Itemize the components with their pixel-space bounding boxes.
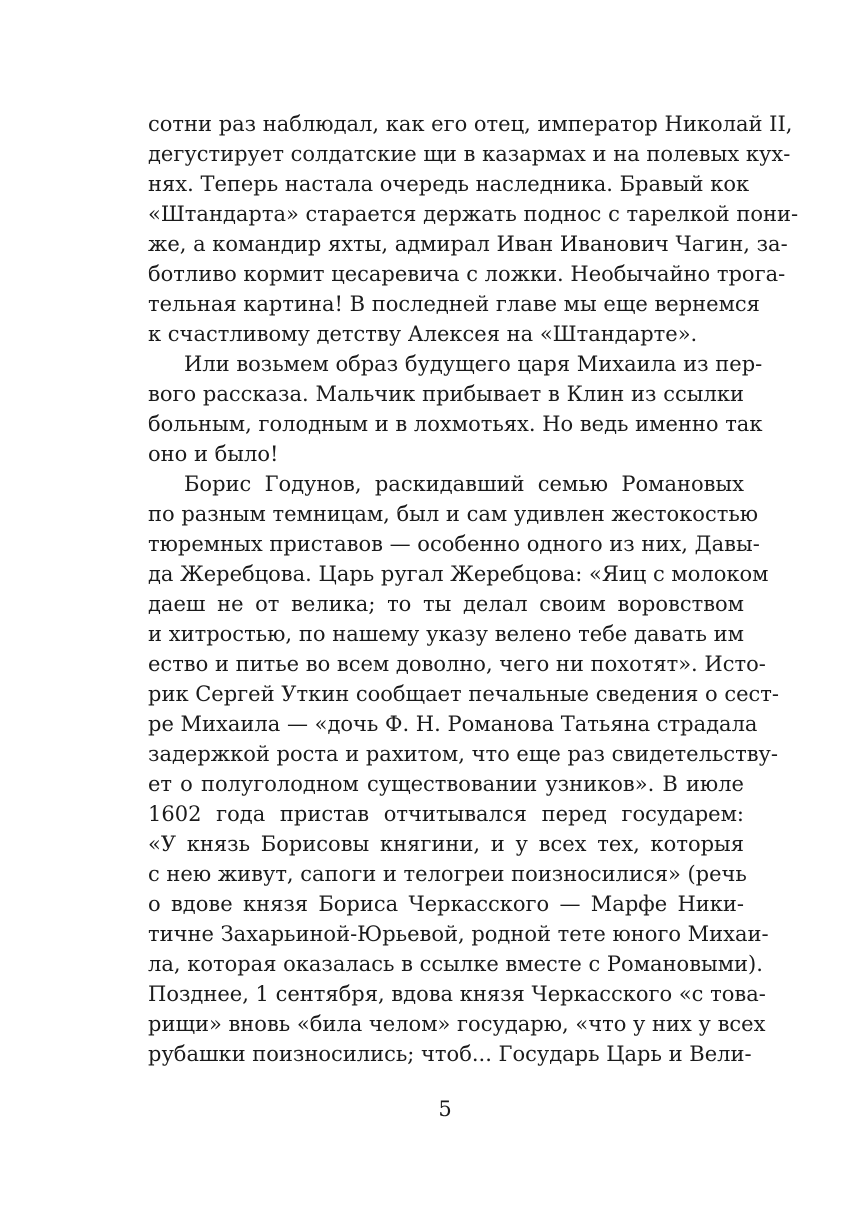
page-number: 5 <box>438 1097 452 1121</box>
text-line: вого рассказа. Мальчик прибывает в Клин из ссылки <box>148 382 744 406</box>
text-line: ла, которая оказалась в ссылке вместе с Романовыми). <box>148 952 763 976</box>
text-line: ботливо кормит цесаревича с ложки. Необычайно трога- <box>148 262 786 286</box>
text-line: «Штандарта» старается держать поднос с тарелкой пони- <box>148 202 799 226</box>
text-line: ество и питье во всем доволно, чего ни похотят». Исто- <box>148 652 766 676</box>
text-line: тюремных приставов — особенно одного из них, Давы- <box>148 532 760 556</box>
text-line: сотни раз наблюдал, как его отец, император Николай II, <box>148 112 793 136</box>
text-line: 1602 года пристав отчитывался перед государем: <box>148 802 744 826</box>
text-line: же, а командир яхты, адмирал Иван Иванович Чагин, за- <box>148 232 788 256</box>
paragraph <box>148 349 763 469</box>
text-line: даеш не от велика; то ты делал своим воровством <box>148 592 744 616</box>
text-line: рубашки поизносились; чтоб... Государь Царь и Вели- <box>148 1042 752 1066</box>
text-line: Борис Годунов, раскидавший семью Романовых <box>184 472 744 496</box>
body-text <box>148 109 799 1069</box>
text-line: к счастливому детству Алексея на «Штандарте». <box>148 322 698 346</box>
paragraph <box>148 469 780 1069</box>
text-line: Или возьмем образ будущего царя Михаила из пер- <box>184 352 763 376</box>
text-line: рищи» вновь «била челом» государю, «что у них у всех <box>148 1012 766 1036</box>
text-line: и хитростью, по нашему указу велено тебе давать им <box>148 622 744 646</box>
text-line: оно и было! <box>148 442 279 466</box>
text-line: ет о полуголодном существовании узников». В июле <box>148 772 744 796</box>
text-line: Позднее, 1 сентября, вдова князя Черкасского «с това- <box>148 982 766 1006</box>
text-line: ре Михаила — «дочь Ф. Н. Романова Татьяна страдала <box>148 712 758 736</box>
text-line: задержкой роста и рахитом, что еще раз свидетельству- <box>148 742 778 766</box>
text-line: рик Сергей Уткин сообщает печальные сведения о сест- <box>148 682 780 706</box>
text-line: «У князь Борисовы княгини, и у всех тех, которыя <box>148 832 744 856</box>
text-line: да Жеребцова. Царь ругал Жеребцова: «Яиц с молоком <box>148 562 769 586</box>
text-line: дегустирует солдатские щи в казармах и на полевых кух- <box>148 142 791 166</box>
paragraph <box>148 109 799 349</box>
text-line: нях. Теперь настала очередь наследника. Бравый кок <box>148 172 750 196</box>
text-line: о вдове князя Бориса Черкасского — Марфе Ники- <box>148 892 744 916</box>
text-line: тельная картина! В последней главе мы еще вернемся <box>148 292 760 316</box>
text-line: больным, голодным и в лохмотьях. Но ведь именно так <box>148 412 763 436</box>
text-line: с нею живут, сапоги и телогреи поизносилися» (речь <box>148 862 747 886</box>
text-line: тичне Захарьиной-Юрьевой, родной тете юного Михаи- <box>148 922 769 946</box>
text-line: по разным темницам, был и сам удивлен жестокостью <box>148 502 759 526</box>
